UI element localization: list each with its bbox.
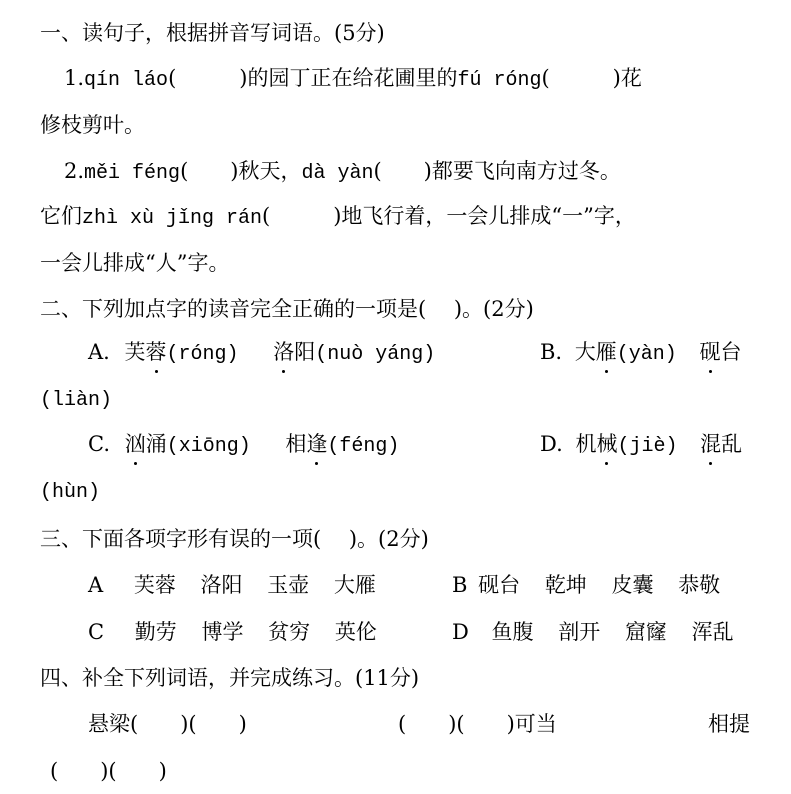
q2-c2-pinyin: (féng)	[327, 435, 400, 458]
q3-word: 窟窿	[624, 620, 667, 644]
q3-word: 剖开	[558, 620, 601, 644]
q3-option-b	[452, 570, 720, 600]
q1-sentence-3	[40, 201, 636, 231]
q2-title: 二、下列加点字的读音完全正确的一项是( )。(2分)	[40, 297, 534, 321]
q1-s1-number: 1.	[64, 66, 85, 90]
q2-b1-pinyin: (yàn)	[616, 343, 677, 366]
q2-option-a	[88, 337, 435, 367]
q3-title: 三、下面各项字形有误的一项( )。(2分)	[40, 527, 429, 551]
q2-c1-char: 涌	[145, 432, 167, 456]
q2-option-d-cont: (hùn)	[40, 481, 101, 504]
pinyin-fu-rong: fú róng	[457, 69, 542, 92]
q3-word: 鱼腹	[491, 620, 534, 644]
q1-s3-text-b: ( )地飞行着，一会儿排成“一”字，	[262, 204, 636, 228]
q2-d1-char: 机	[575, 432, 597, 456]
q2-b1-dotted-char: 雁	[596, 337, 617, 367]
q2-option-d	[540, 429, 742, 459]
q2-d-label: D.	[540, 432, 563, 456]
q1-s1-text-b: ( )花	[541, 66, 642, 90]
q3-option-c	[88, 617, 377, 647]
q1-s2-text-a: ( )秋天，	[180, 159, 302, 183]
q2-c1-dotted-char: 汹	[125, 429, 146, 459]
q1-s2-text-b: ( )都要飞向南方过冬。	[373, 159, 621, 183]
q1-sentence-4: 一会儿排成“人”字。	[40, 251, 230, 275]
q3-word: 玉壶	[267, 573, 310, 597]
q2-b1-char: 大	[574, 340, 596, 364]
q3-word: 皮囊	[611, 573, 654, 597]
pinyin-da-yan: dà yàn	[301, 162, 374, 185]
q2-c-label: C.	[88, 432, 110, 456]
q3-c-label: C	[88, 620, 105, 644]
q2-a1-char: 芙	[124, 340, 146, 364]
q4-idiom-1: 悬梁( )( )	[88, 712, 247, 736]
q2-d1-dotted-char: 械	[596, 429, 617, 459]
q3-word: 勤劳	[134, 620, 177, 644]
q3-word: 大雁	[333, 573, 376, 597]
q4-title: 四、补全下列词语，并完成练习。(11分)	[40, 666, 420, 690]
q2-d2-dotted-char: 混	[700, 429, 721, 459]
q3-word: 贫穷	[268, 620, 311, 644]
q3-d-label: D	[452, 620, 469, 644]
q4-idiom-3-cont: ( )( )	[50, 759, 167, 783]
q3-word: 芙蓉	[133, 573, 176, 597]
q2-d2-char: 乱	[721, 432, 743, 456]
q1-s2-number: 2.	[64, 159, 85, 183]
pinyin-qin-lao: qín láo	[84, 69, 169, 92]
q3-word: 博学	[201, 620, 244, 644]
pinyin-zhi-xu-jing-ran: zhì xù jǐng rán	[82, 207, 263, 230]
q3-word: 恭敬	[678, 573, 721, 597]
q3-word: 浑乱	[691, 620, 734, 644]
q2-a1-dotted-char: 蓉	[146, 337, 167, 367]
q2-option-b-cont: (liàn)	[40, 389, 113, 412]
q2-option-c	[88, 429, 399, 459]
q3-word: 洛阳	[200, 573, 243, 597]
q2-option-b	[540, 337, 742, 367]
q2-c2-dotted-char: 逢	[306, 429, 327, 459]
q2-c1-pinyin: (xiōng)	[166, 435, 251, 458]
q3-word: 砚台	[478, 573, 521, 597]
q3-word: 英伦	[334, 620, 377, 644]
q1-s1-text-a: ( )的园丁正在给花圃里的	[168, 66, 458, 90]
q3-option-d	[452, 617, 734, 647]
q2-a2-dotted-char: 洛	[273, 337, 294, 367]
q2-b2-char: 台	[720, 340, 742, 364]
q2-a2-pinyin: (nuò yáng)	[315, 343, 436, 366]
q1-s3-text-a: 它们	[40, 204, 82, 228]
q2-a-label: A.	[88, 340, 110, 364]
q2-a1-pinyin: (róng)	[166, 343, 239, 366]
q2-c2-char: 相	[285, 432, 307, 456]
q3-option-a	[88, 570, 376, 600]
q1-sentence-1	[64, 63, 642, 93]
q2-b-label: B.	[540, 340, 563, 364]
q4-idiom-2: ( )( )可当	[398, 712, 557, 736]
pinyin-mei-feng: měi féng	[84, 162, 181, 185]
q2-d1-pinyin: (jiè)	[617, 435, 678, 458]
q1-title: 一、读句子，根据拼音写词语。(5分)	[40, 21, 385, 45]
q2-a2-char: 阳	[294, 340, 316, 364]
q1-sentence-1-cont: 修枝剪叶。	[40, 113, 145, 137]
q2-b2-dotted-char: 砚	[700, 337, 721, 367]
q1-sentence-2	[64, 156, 621, 186]
q3-b-label: B	[452, 573, 468, 597]
q3-word: 乾坤	[544, 573, 587, 597]
q4-idiom-3: 相提	[708, 712, 750, 736]
q3-a-label: A	[88, 573, 104, 597]
